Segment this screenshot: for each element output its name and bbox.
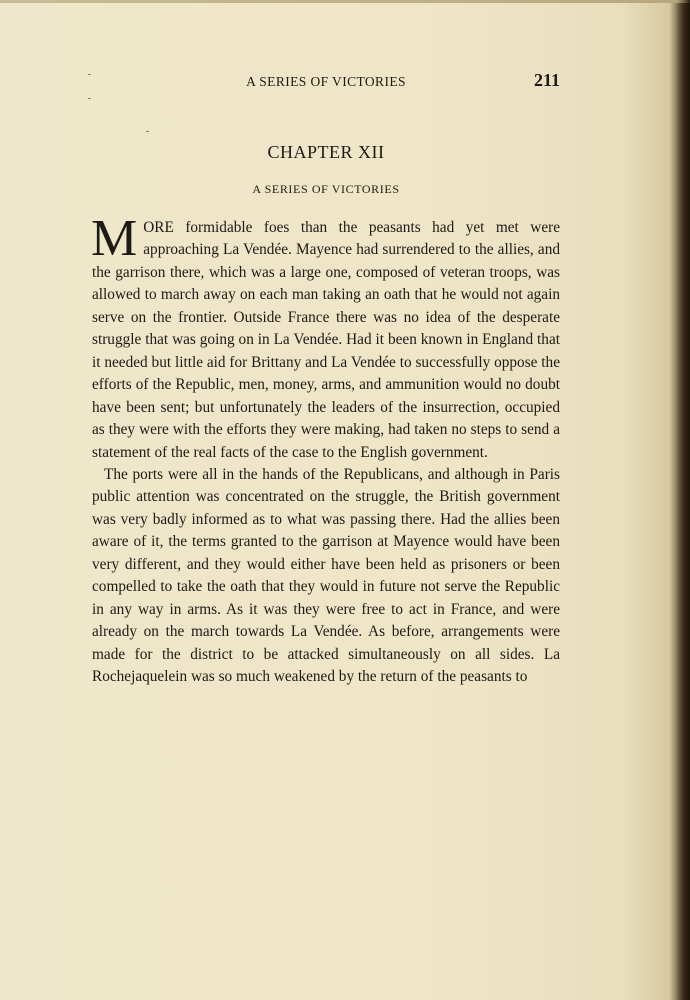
paper-speck [88,74,91,75]
page-number: 211 [533,70,560,90]
paper-speck [146,131,149,132]
body-text [91,210,560,689]
paper-speck [88,98,91,99]
paragraph [91,210,560,464]
paragraph-text: The ports were all in the hands of the Republicans, and although in Paris public attention was concentrated on the struggle, the British government was very badly informed as to what was passing there. Had the allies been aware of it, the terms granted to the garrison at Mayence would have been very different, and they would either have been held as prisoners or been compelled to take the oath that they would in future not serve the Republic in any way in arms. As it was they were free to act in France, and were already on the march towards La Vendée. As before, arrangements were made for the district to be attacked simultaneously on all sides. La Rochejaquelein was so much weakened by the return of the peasants to [92,465,560,686]
page-top-edge [0,0,690,3]
drop-cap: M [91,210,138,267]
chapter-title: CHAPTER XII [267,142,385,162]
paragraph [92,464,560,689]
running-title: A SERIES OF VICTORIES [246,74,406,89]
spine-shadow [676,0,690,1000]
paragraph-text: ORE formidable foes than the peasants had yet met were approaching La Vendée. Mayence had surrendered to the allies, and the garrison there, which was a large one, composed of veteran troops, was allowed to march away on each man taking an oath that he would not again serve on the frontier. Outside France there was no idea of the desperate struggle that was going on in La Vendée. Had it been known in England that it needed but little aid for Brittany and La Vendée to successfully oppose the efforts of the Republic, men, money, arms, and ammunition would no doubt have been sent; but unfortunately the leaders of the insurrection, occupied as they were with the efforts they were making, had taken no steps to send a statement of the real facts of the case to the English government. [92,219,560,461]
chapter-subtitle: A SERIES OF VICTORIES [252,182,400,196]
running-head [92,68,560,96]
